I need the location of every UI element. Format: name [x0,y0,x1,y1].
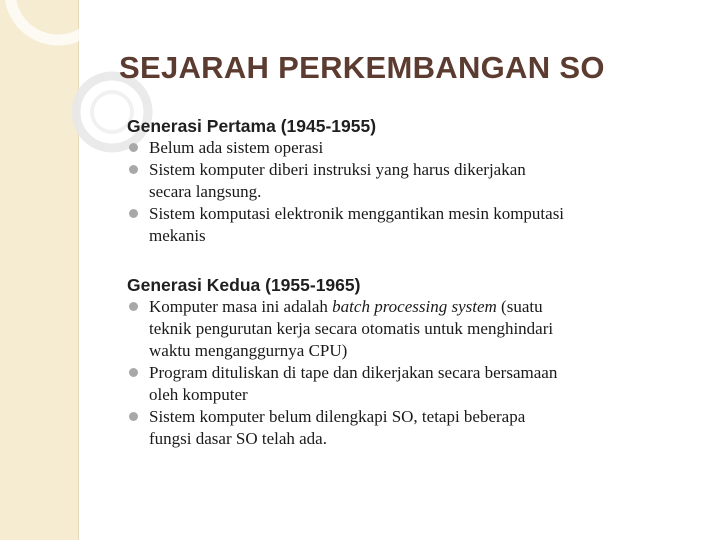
section-generasi-kedua [127,274,567,450]
bullet-text-italic: batch processing system [332,297,497,316]
bullet-dot-icon [129,209,138,218]
bullet-dot-icon [129,302,138,311]
bullet-item [127,296,567,362]
slide-title: SEJARAH PERKEMBANGAN SO [119,50,605,85]
slide-content [127,115,567,450]
bullet-item [127,362,567,406]
section-heading: Generasi Kedua (1955-1965) [127,275,361,295]
bullet-list [127,137,567,247]
bullet-text: Sistem komputer diberi instruksi yang harus dikerjakan secara langsung. [149,160,526,201]
side-band [0,0,79,540]
bullet-dot-icon [129,143,138,152]
bullet-text: Belum ada sistem operasi [149,138,324,157]
bullet-dot-icon [129,368,138,377]
bullet-item [127,406,567,450]
bullet-list [127,296,567,450]
bullet-dot-icon [129,165,138,174]
section-heading: Generasi Pertama (1945-1955) [127,116,377,136]
bullet-item [127,159,567,203]
bullet-text: Program dituliskan di tape dan dikerjakan secara bersamaan oleh komputer [149,363,558,404]
bullet-text-before: Komputer masa ini adalah [149,297,333,316]
bullet-dot-icon [129,412,138,421]
bullet-text: Sistem komputer belum dilengkapi SO, tetapi beberapa fungsi dasar SO telah ada. [149,407,526,448]
bullet-text: Sistem komputasi elektronik menggantikan mesin komputasi mekanis [149,204,565,245]
section-generasi-pertama [127,115,567,247]
bullet-item [127,137,567,159]
bullet-text-after: (suatu teknik pengurutan kerja secara otomatis untuk menghindari waktu menganggurnya CPU) [149,297,554,360]
bullet-item [127,203,567,247]
